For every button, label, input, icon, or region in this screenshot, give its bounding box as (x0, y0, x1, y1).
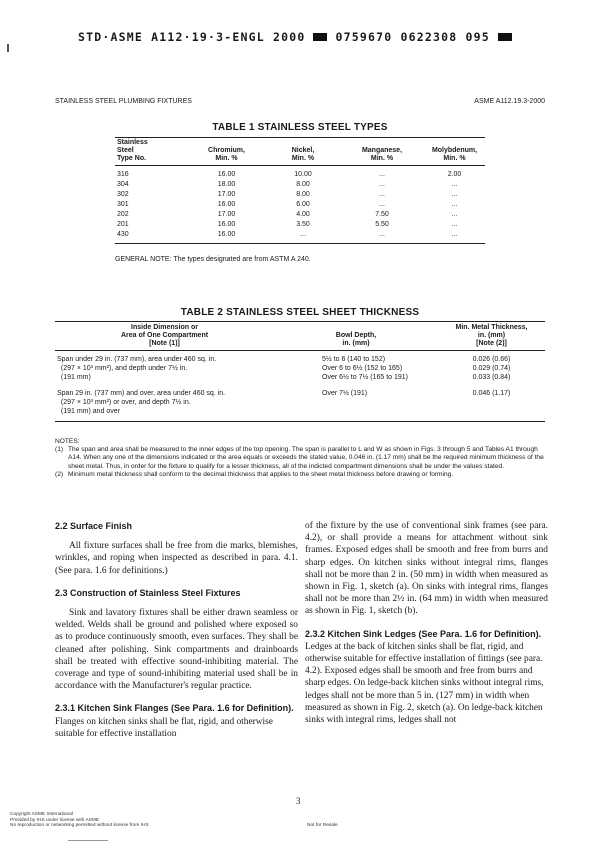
document-stamp (78, 30, 520, 44)
footer-line: Provided by IHS under license with ASME (10, 817, 100, 823)
section-2-2-title: 2.2 Surface Finish (55, 521, 133, 531)
table2-header-depth: Bowl Depth, in. (mm) (335, 332, 377, 347)
table2-title: TABLE 2 STAINLESS STEEL SHEET THICKNESS (180, 307, 420, 318)
body-column-left (55, 520, 298, 740)
table2-header-row (55, 322, 545, 351)
table-row: 304 18.00 8.00 ... ... (117, 181, 458, 188)
section-2-3-text: Sink and lavatory fixtures shall be either drawn seamless or welded. Welds shall be ground and polished where exposed so as to produce continuously smooth, even surfaces. They shall be cleaned after polishing. Sink compartments and drainboards shall be treated with effective sound-inhibiting material. The coverage and type of sound-inhibiting material used shall be in accordance with the Manufacturer's regular practice. (55, 608, 298, 692)
running-header-left: STAINLESS STEEL PLUMBING FIXTURES (55, 98, 192, 105)
stamp-block-2 (498, 33, 512, 41)
table2-header-dimension: Inside Dimension or Area of One Compartment [Note (1)] (120, 324, 209, 347)
table1-general-note: GENERAL NOTE: The types designated are from ASTM A 240. (115, 256, 311, 263)
notes-label: NOTES: (55, 438, 80, 445)
table-row: 301 16.00 6.00 ... ... (117, 201, 458, 208)
table1 (115, 137, 485, 244)
table-row: 316 16.00 10.00 ... 2.00 (117, 171, 462, 178)
table2-notes (55, 438, 545, 479)
table1-header-row (115, 138, 485, 166)
stamp-block-1 (313, 33, 327, 41)
stamp-code: 0759670 0622308 095 (335, 30, 490, 44)
table-row: 202 17.00 4.00 7.50 ... (117, 211, 458, 218)
table2-depth-cell: Over 7½ (191) (274, 389, 438, 422)
table1-header-molybdenum: Molybdenum, Min. % (431, 147, 478, 162)
page-number: 3 (296, 796, 301, 806)
note-item: (1) The span and area shall be measured to the inner edges of the top opening. The span is parallel to L and W as shown in Figs. 3 through 5 and Tables A1 through A14. When any one of the dimensions indicated or the area equals or exceeds the stated value, 0.046 in. (1.17 mm) shall be the required minimum thickness of the sheet metal. Thus, in order for the fixture to qualify for a lesser thickness, all of the indicted compartment dimensions shall be under the values stated. (55, 446, 544, 470)
table-row (55, 351, 545, 390)
footer-resale-note: Not for Resale (307, 823, 338, 828)
table2-depth-cell: 5½ to 6 (140 to 152) Over 6 to 6½ (152 to 165) Over 6½ to 7½ (165 to 191) (322, 356, 408, 381)
section-2-2-text: All fixture surfaces shall be free from die marks, blemishes, wrinkles, and roping when inspected as described in para. 4.1. (See para. 1.6 for definitions.) (55, 541, 298, 576)
section-2-3-1-title: 2.3.1 Kitchen Sink Flanges (See Para. 1.6 for Definition). (55, 703, 294, 714)
running-header-right: ASME A112.19.3-2000 (474, 98, 545, 105)
table2-header-thickness: Min. Metal Thickness, in. (mm) [Note (2)] (455, 324, 528, 347)
table-row: 201 16.00 3.50 5.50 ... (117, 221, 458, 228)
table1-header-nickel: Nickel, Min. % (291, 147, 315, 162)
section-2-3-2-text: Ledges at the back of kitchen sinks shall be flat, rigid, and otherwise suitable for effective installation of fittings (see para. 4.2). Exposed edges shall be smooth and free from burrs and sharp edges. On ledge-back kitchen sinks without integral rims, ledges shall not be more than 5 in. (127 mm) in width when measured as shown in Fig. 2, sketch (a). On ledge-back kitchen sinks with integral rims, ledges shall not (305, 641, 544, 726)
footer-line: No reproduction or networking permitted without license from IHS (10, 823, 149, 829)
note-item: (2) Minimum metal thickness shall conform to the decimal thickness that applies to the sheet metal thickness before drawing or forming. (55, 470, 454, 478)
table1-header-type: Stainless Steel Type No. (117, 139, 148, 162)
table1-title: TABLE 1 STAINLESS STEEL TYPES (212, 122, 388, 133)
table1-header-manganese: Manganese, Min. % (361, 147, 403, 162)
table2 (55, 321, 545, 422)
scan-mark (7, 44, 9, 52)
table-row: 302 17.00 8.00 ... ... (117, 191, 458, 198)
table-row: 430 16.00 ... ... ... (115, 230, 485, 244)
stamp-id: STD·ASME A112·19·3-ENGL 2000 (78, 30, 306, 44)
scan-mark (68, 840, 108, 841)
table2-dim-cell: Span under 29 in. (737 mm), area under 460 sq. in. (297 × 10³ mm²), and depth under 7½ in. (191 mm) (57, 356, 217, 381)
table-row (55, 389, 545, 422)
section-2-3-1-text-b: of the fixture by the use of conventional sink frames (see para. 4.2), or shall provide a means for attachment without sink frames. Exposed edges shall be smooth and free from burrs and sharp edges. On kitchen sinks without integral rims, flanges shall not be more than 2 in. (50 mm) in width when measured as shown in Fig. 1, sketch (a). On sinks with integral rims, flanges shall not be more than 2½ in. (64 mm) in width when measured as shown in Fig. 1, sketch (b). (305, 521, 548, 617)
table2-thickness-cell: 0.046 (1.17) (438, 389, 545, 422)
copyright-footer (10, 812, 149, 829)
table2-thickness-cell: 0.026 (0.66) 0.029 (0.74) 0.033 (0.84) (472, 356, 511, 381)
section-2-3-title: 2.3 Construction of Stainless Steel Fixtures (55, 587, 241, 598)
body-column-right (305, 520, 548, 726)
table2-dim-cell: Span 29 in. (737 mm) and over, area under 460 sq. in. (297 × 10³ mm²) or over, and depth 7½ in. (191 mm) and over (55, 389, 274, 422)
section-2-3-2-title: 2.3.2 Kitchen Sink Ledges (See Para. 1.6 for Definition). (305, 628, 542, 639)
footer-line: Copyright ASME International (10, 812, 73, 817)
section-2-3-1-text-a: Flanges on kitchen sinks shall be flat, rigid, and otherwise suitable for effective installation (55, 716, 273, 739)
table1-header-chromium: Chromium, Min. % (208, 147, 245, 162)
